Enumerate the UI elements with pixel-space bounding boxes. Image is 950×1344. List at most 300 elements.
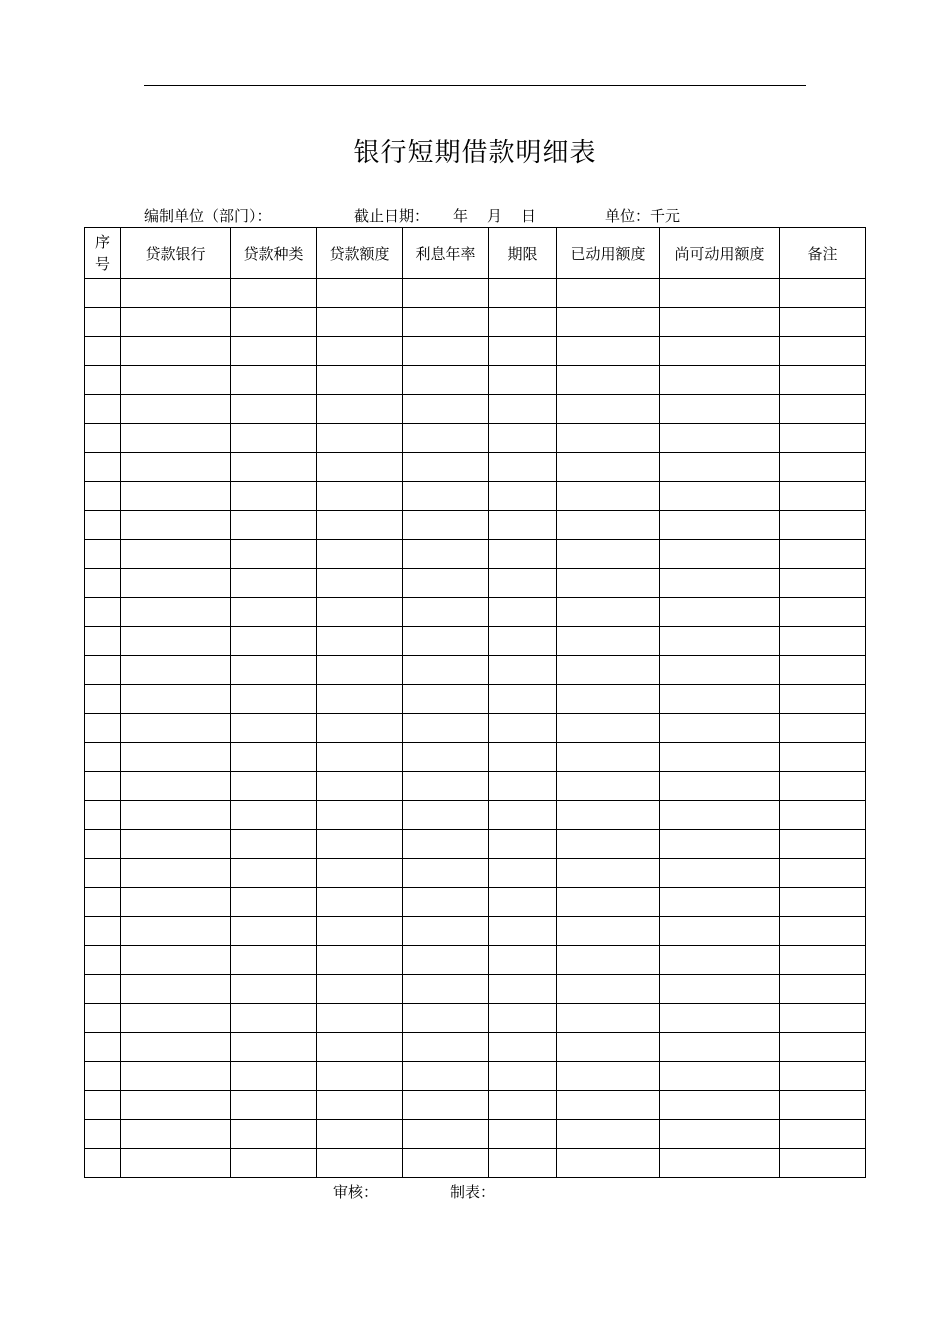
table-cell[interactable] [317, 1091, 403, 1120]
table-cell[interactable] [660, 1033, 780, 1062]
table-cell[interactable] [660, 569, 780, 598]
header-used: 已动用额度 [557, 228, 660, 279]
table-cell[interactable] [660, 888, 780, 917]
table-cell[interactable] [489, 714, 557, 743]
table-cell[interactable] [231, 395, 317, 424]
table-cell[interactable] [403, 859, 489, 888]
table-cell[interactable] [85, 482, 121, 511]
table-cell[interactable] [403, 685, 489, 714]
table-cell[interactable] [317, 1149, 403, 1178]
table-row [85, 1062, 866, 1091]
table-cell[interactable] [231, 308, 317, 337]
table-cell[interactable] [780, 627, 866, 656]
table-cell[interactable] [489, 1033, 557, 1062]
table-cell[interactable] [317, 656, 403, 685]
table-cell[interactable] [85, 511, 121, 540]
table-cell[interactable] [489, 685, 557, 714]
table-cell[interactable] [780, 830, 866, 859]
table-cell[interactable] [231, 482, 317, 511]
table-cell[interactable] [121, 1120, 231, 1149]
table-cell[interactable] [317, 830, 403, 859]
table-cell[interactable] [85, 395, 121, 424]
table-cell[interactable] [231, 1149, 317, 1178]
table-row [85, 830, 866, 859]
table-cell[interactable] [85, 1091, 121, 1120]
table-cell[interactable] [121, 279, 231, 308]
table-cell[interactable] [317, 453, 403, 482]
table-cell[interactable] [85, 1149, 121, 1178]
table-cell[interactable] [557, 424, 660, 453]
table-cell[interactable] [557, 627, 660, 656]
table-cell[interactable] [780, 685, 866, 714]
table-cell[interactable] [231, 598, 317, 627]
table-cell[interactable] [557, 1062, 660, 1091]
table-cell[interactable] [231, 714, 317, 743]
table-cell[interactable] [231, 1091, 317, 1120]
table-cell[interactable] [317, 395, 403, 424]
table-cell[interactable] [317, 337, 403, 366]
table-cell[interactable] [489, 308, 557, 337]
table-cell[interactable] [557, 337, 660, 366]
table-cell[interactable] [85, 859, 121, 888]
table-cell[interactable] [403, 569, 489, 598]
table-cell[interactable] [489, 743, 557, 772]
table-cell[interactable] [121, 366, 231, 395]
table-cell[interactable] [660, 395, 780, 424]
table-row [85, 1091, 866, 1120]
table-cell[interactable] [231, 540, 317, 569]
table-cell[interactable] [557, 1091, 660, 1120]
table-cell[interactable] [780, 772, 866, 801]
table-cell[interactable] [121, 1149, 231, 1178]
table-cell[interactable] [780, 801, 866, 830]
table-cell[interactable] [85, 453, 121, 482]
table-cell[interactable] [85, 917, 121, 946]
table-cell[interactable] [660, 1120, 780, 1149]
table-cell[interactable] [85, 975, 121, 1004]
table-cell[interactable] [557, 830, 660, 859]
table-cell[interactable] [403, 1004, 489, 1033]
table-cell[interactable] [403, 453, 489, 482]
table-cell[interactable] [85, 656, 121, 685]
table-cell[interactable] [660, 743, 780, 772]
table-cell[interactable] [121, 395, 231, 424]
table-cell[interactable] [489, 482, 557, 511]
table-cell[interactable] [121, 743, 231, 772]
table-cell[interactable] [557, 859, 660, 888]
table-cell[interactable] [403, 395, 489, 424]
table-cell[interactable] [557, 598, 660, 627]
table-cell[interactable] [85, 366, 121, 395]
table-cell[interactable] [317, 888, 403, 917]
table-cell[interactable] [780, 1120, 866, 1149]
table-cell[interactable] [231, 859, 317, 888]
table-cell[interactable] [780, 337, 866, 366]
table-cell[interactable] [403, 743, 489, 772]
table-cell[interactable] [489, 337, 557, 366]
table-cell[interactable] [780, 1033, 866, 1062]
table-cell[interactable] [121, 917, 231, 946]
header-row [85, 228, 866, 279]
table-cell[interactable] [121, 453, 231, 482]
table-cell[interactable] [317, 975, 403, 1004]
table-cell[interactable] [780, 1149, 866, 1178]
table-cell[interactable] [317, 946, 403, 975]
table-cell[interactable] [780, 859, 866, 888]
table-cell[interactable] [403, 424, 489, 453]
table-cell[interactable] [231, 888, 317, 917]
table-cell[interactable] [660, 830, 780, 859]
table-cell[interactable] [85, 772, 121, 801]
table-cell[interactable] [489, 975, 557, 1004]
table-cell[interactable] [317, 859, 403, 888]
table-cell[interactable] [780, 424, 866, 453]
table-cell[interactable] [489, 424, 557, 453]
table-cell[interactable] [85, 1033, 121, 1062]
table-cell[interactable] [403, 1120, 489, 1149]
table-cell[interactable] [557, 366, 660, 395]
table-cell[interactable] [121, 830, 231, 859]
table-cell[interactable] [231, 743, 317, 772]
table-row [85, 395, 866, 424]
table-cell[interactable] [85, 569, 121, 598]
table-cell[interactable] [121, 569, 231, 598]
table-cell[interactable] [121, 598, 231, 627]
table-row [85, 975, 866, 1004]
table-cell[interactable] [403, 656, 489, 685]
table-cell[interactable] [557, 975, 660, 1004]
table-cell[interactable] [85, 714, 121, 743]
table-cell[interactable] [660, 859, 780, 888]
table-cell[interactable] [660, 1149, 780, 1178]
table-cell[interactable] [317, 743, 403, 772]
table-cell[interactable] [403, 366, 489, 395]
table-cell[interactable] [403, 946, 489, 975]
table-cell[interactable] [231, 772, 317, 801]
table-cell[interactable] [403, 830, 489, 859]
table-row [85, 1033, 866, 1062]
table-cell[interactable] [121, 772, 231, 801]
table-cell[interactable] [780, 511, 866, 540]
table-cell[interactable] [403, 308, 489, 337]
table-row [85, 1004, 866, 1033]
table-cell[interactable] [121, 714, 231, 743]
table-cell[interactable] [780, 482, 866, 511]
table-cell[interactable] [780, 743, 866, 772]
table-cell[interactable] [231, 830, 317, 859]
cutoff-date [354, 205, 536, 226]
table-cell[interactable] [403, 1062, 489, 1091]
table-cell[interactable] [780, 1091, 866, 1120]
table-cell[interactable] [557, 1149, 660, 1178]
table-cell[interactable] [231, 1033, 317, 1062]
table-cell[interactable] [85, 685, 121, 714]
table-cell[interactable] [85, 888, 121, 917]
table-row [85, 772, 866, 801]
table-cell[interactable] [85, 1062, 121, 1091]
table-cell[interactable] [231, 1004, 317, 1033]
table-cell[interactable] [317, 482, 403, 511]
table-cell[interactable] [403, 627, 489, 656]
table-cell[interactable] [780, 1062, 866, 1091]
table-cell[interactable] [557, 482, 660, 511]
table-cell[interactable] [121, 424, 231, 453]
table-cell[interactable] [660, 1062, 780, 1091]
table-cell[interactable] [317, 598, 403, 627]
table-cell[interactable] [85, 830, 121, 859]
table-cell[interactable] [85, 308, 121, 337]
table-cell[interactable] [780, 569, 866, 598]
table-cell[interactable] [780, 656, 866, 685]
table-cell[interactable] [557, 685, 660, 714]
table-cell[interactable] [231, 279, 317, 308]
table-cell[interactable] [489, 453, 557, 482]
table-cell[interactable] [231, 511, 317, 540]
table-cell[interactable] [489, 1091, 557, 1120]
table-cell[interactable] [403, 540, 489, 569]
table-cell[interactable] [660, 482, 780, 511]
table-cell[interactable] [489, 511, 557, 540]
table-cell[interactable] [85, 1004, 121, 1033]
table-cell[interactable] [317, 366, 403, 395]
table-cell[interactable] [489, 279, 557, 308]
table-cell[interactable] [660, 279, 780, 308]
table-cell[interactable] [557, 1004, 660, 1033]
table-cell[interactable] [317, 917, 403, 946]
table-cell[interactable] [489, 569, 557, 598]
table-cell[interactable] [489, 627, 557, 656]
table-cell[interactable] [121, 540, 231, 569]
review-label: 审核： [333, 1183, 379, 1201]
table-cell[interactable] [489, 1062, 557, 1091]
table-cell[interactable] [317, 801, 403, 830]
table-cell[interactable] [231, 801, 317, 830]
table-cell[interactable] [403, 917, 489, 946]
table-cell[interactable] [403, 1149, 489, 1178]
table-cell[interactable] [121, 482, 231, 511]
table-cell[interactable] [660, 627, 780, 656]
table-cell[interactable] [489, 395, 557, 424]
table-cell[interactable] [660, 598, 780, 627]
table-cell[interactable] [557, 1033, 660, 1062]
table-cell[interactable] [660, 424, 780, 453]
table-cell[interactable] [403, 279, 489, 308]
table-cell[interactable] [660, 975, 780, 1004]
table-cell[interactable] [489, 1149, 557, 1178]
table-cell[interactable] [121, 337, 231, 366]
table-cell[interactable] [317, 540, 403, 569]
table-cell[interactable] [317, 627, 403, 656]
header-bank: 贷款银行 [121, 228, 231, 279]
table-cell[interactable] [489, 772, 557, 801]
table-cell[interactable] [231, 656, 317, 685]
table-cell[interactable] [403, 511, 489, 540]
table-cell[interactable] [780, 1004, 866, 1033]
table-cell[interactable] [121, 801, 231, 830]
table-cell[interactable] [780, 366, 866, 395]
table-row [85, 482, 866, 511]
table-cell[interactable] [557, 888, 660, 917]
table-cell[interactable] [121, 888, 231, 917]
table-cell[interactable] [317, 308, 403, 337]
table-cell[interactable] [85, 424, 121, 453]
table-cell[interactable] [231, 366, 317, 395]
table-cell[interactable] [660, 946, 780, 975]
table-cell[interactable] [231, 685, 317, 714]
table-row [85, 1149, 866, 1178]
table-cell[interactable] [231, 569, 317, 598]
table-cell[interactable] [403, 801, 489, 830]
table-cell[interactable] [231, 453, 317, 482]
table-cell[interactable] [403, 482, 489, 511]
table-cell[interactable] [489, 888, 557, 917]
table-cell[interactable] [660, 917, 780, 946]
table-cell[interactable] [557, 946, 660, 975]
header-remarks: 备注 [780, 228, 866, 279]
table-cell[interactable] [317, 685, 403, 714]
table-cell[interactable] [660, 366, 780, 395]
table-cell[interactable] [660, 337, 780, 366]
table-cell[interactable] [557, 511, 660, 540]
table-cell[interactable] [85, 1120, 121, 1149]
table-cell[interactable] [317, 279, 403, 308]
table-cell[interactable] [557, 453, 660, 482]
table-cell[interactable] [780, 917, 866, 946]
prepared-unit-label: 编制单位（部门）： [144, 207, 272, 225]
table-cell[interactable] [403, 714, 489, 743]
table-cell[interactable] [489, 917, 557, 946]
table-cell[interactable] [780, 395, 866, 424]
table-cell[interactable] [489, 801, 557, 830]
table-cell[interactable] [557, 801, 660, 830]
table-cell[interactable] [660, 1004, 780, 1033]
table-cell[interactable] [317, 1062, 403, 1091]
table-cell[interactable] [660, 772, 780, 801]
table-cell[interactable] [85, 598, 121, 627]
table-cell[interactable] [780, 975, 866, 1004]
table-cell[interactable] [231, 975, 317, 1004]
table-cell[interactable] [489, 859, 557, 888]
table-cell[interactable] [317, 1033, 403, 1062]
table-cell[interactable] [317, 511, 403, 540]
table-cell[interactable] [780, 598, 866, 627]
table-cell[interactable] [231, 337, 317, 366]
table-cell[interactable] [660, 685, 780, 714]
table-cell[interactable] [489, 946, 557, 975]
table-cell[interactable] [121, 656, 231, 685]
table-cell[interactable] [85, 627, 121, 656]
table-cell[interactable] [85, 946, 121, 975]
table-cell[interactable] [780, 308, 866, 337]
table-cell[interactable] [489, 366, 557, 395]
table-cell[interactable] [780, 540, 866, 569]
table-cell[interactable] [121, 511, 231, 540]
table-cell[interactable] [660, 511, 780, 540]
table-cell[interactable] [231, 627, 317, 656]
table-cell[interactable] [121, 308, 231, 337]
table-cell[interactable] [660, 714, 780, 743]
table-cell[interactable] [403, 337, 489, 366]
table-row [85, 888, 866, 917]
table-cell[interactable] [660, 656, 780, 685]
table-cell[interactable] [489, 1120, 557, 1149]
table-cell[interactable] [780, 714, 866, 743]
table-cell[interactable] [557, 569, 660, 598]
table-cell[interactable] [317, 772, 403, 801]
table-row [85, 714, 866, 743]
table-cell[interactable] [121, 627, 231, 656]
table-cell[interactable] [557, 540, 660, 569]
table-cell[interactable] [317, 1004, 403, 1033]
table-cell[interactable] [557, 1120, 660, 1149]
table-cell[interactable] [557, 772, 660, 801]
table-cell[interactable] [489, 540, 557, 569]
table-cell[interactable] [403, 598, 489, 627]
table-cell[interactable] [660, 453, 780, 482]
table-cell[interactable] [231, 917, 317, 946]
table-cell[interactable] [231, 1062, 317, 1091]
table-cell[interactable] [557, 656, 660, 685]
table-cell[interactable] [121, 975, 231, 1004]
currency-unit-label: 单位：千元 [605, 207, 681, 225]
table-cell[interactable] [489, 598, 557, 627]
table-cell[interactable] [231, 424, 317, 453]
table-cell[interactable] [403, 1033, 489, 1062]
table-cell[interactable] [780, 279, 866, 308]
table-cell[interactable] [780, 888, 866, 917]
table-cell[interactable] [231, 946, 317, 975]
table-cell[interactable] [660, 1091, 780, 1120]
table-cell[interactable] [85, 801, 121, 830]
table-cell[interactable] [780, 946, 866, 975]
table-cell[interactable] [403, 975, 489, 1004]
table-cell[interactable] [317, 1120, 403, 1149]
table-cell[interactable] [660, 801, 780, 830]
table-cell[interactable] [85, 540, 121, 569]
table-cell[interactable] [317, 569, 403, 598]
table-cell[interactable] [85, 337, 121, 366]
table-cell[interactable] [660, 308, 780, 337]
table-cell[interactable] [121, 685, 231, 714]
table-cell[interactable] [780, 453, 866, 482]
table-cell[interactable] [403, 888, 489, 917]
table-cell[interactable] [557, 279, 660, 308]
table-cell[interactable] [489, 1004, 557, 1033]
table-cell[interactable] [403, 1091, 489, 1120]
table-cell[interactable] [557, 714, 660, 743]
table-cell[interactable] [121, 1033, 231, 1062]
table-cell[interactable] [660, 540, 780, 569]
table-cell[interactable] [317, 714, 403, 743]
table-cell[interactable] [85, 279, 121, 308]
table-cell[interactable] [121, 859, 231, 888]
table-cell[interactable] [231, 1120, 317, 1149]
table-cell[interactable] [557, 743, 660, 772]
table-cell[interactable] [557, 308, 660, 337]
table-cell[interactable] [489, 656, 557, 685]
table-cell[interactable] [557, 395, 660, 424]
table-cell[interactable] [121, 1004, 231, 1033]
table-cell[interactable] [121, 1091, 231, 1120]
table-cell[interactable] [489, 830, 557, 859]
table-cell[interactable] [557, 917, 660, 946]
table-cell[interactable] [403, 772, 489, 801]
page-title: 银行短期借款明细表 [353, 138, 597, 168]
table-cell[interactable] [317, 424, 403, 453]
table-cell[interactable] [121, 946, 231, 975]
table-cell[interactable] [121, 1062, 231, 1091]
table-cell[interactable] [85, 743, 121, 772]
